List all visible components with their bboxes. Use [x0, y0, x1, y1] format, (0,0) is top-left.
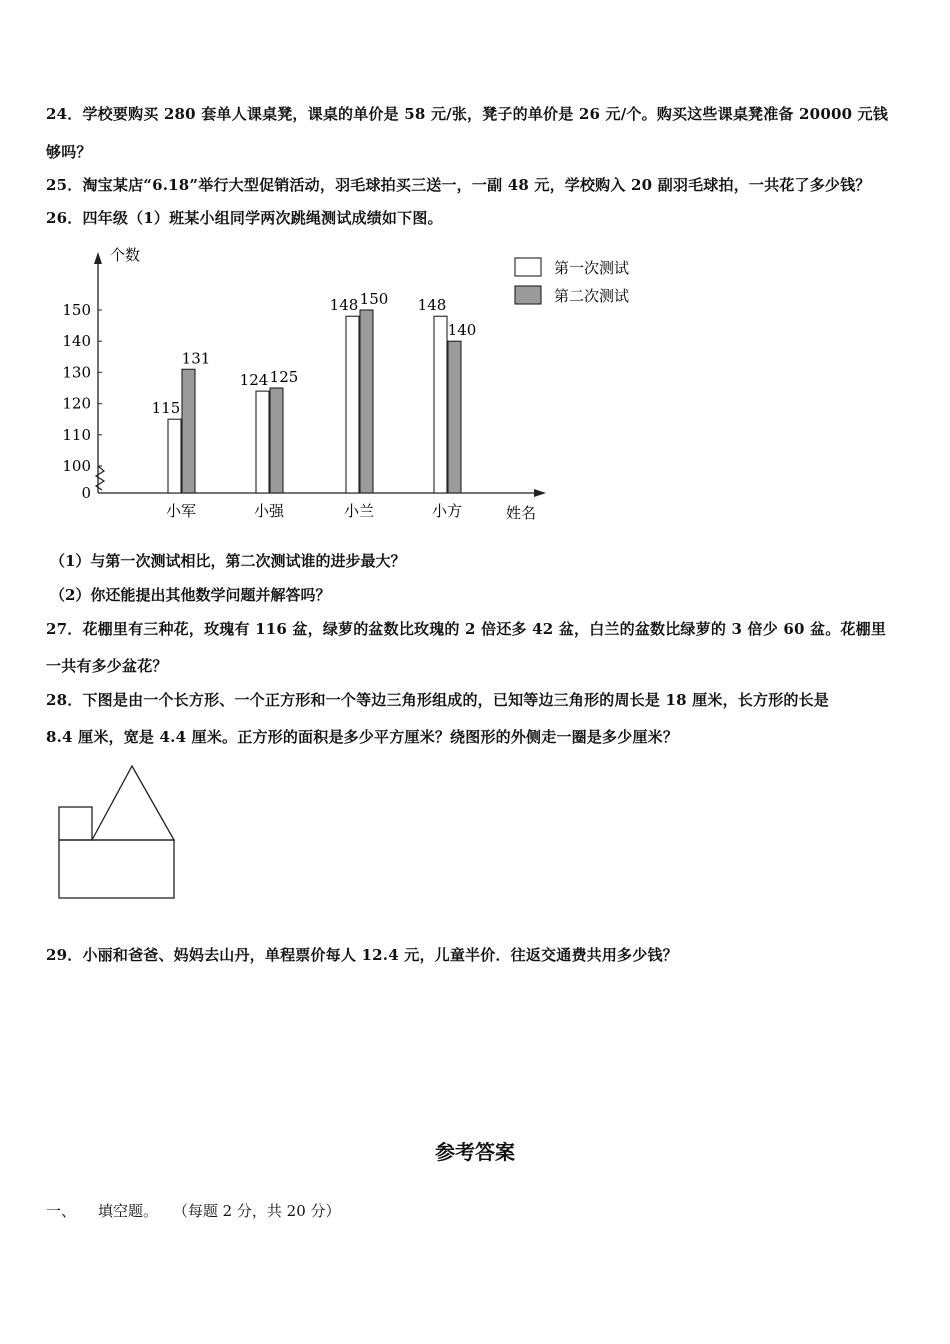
y-tick-label: 150 [62, 301, 91, 319]
bar-first-test [346, 316, 359, 493]
question-27-line-2: 一共有多少盆花？ [46, 657, 168, 675]
legend-label: 第一次测试 [554, 259, 630, 277]
triangle-shape [92, 766, 174, 840]
question-26: 26．四年级（1）班某小组同学两次跳绳测试成绩如下图。 [46, 209, 443, 227]
y-axis-arrow [94, 252, 102, 264]
question-24-line-1: 24．学校要购买 280 套单人课桌凳，课桌的单价是 58 元/张，凳子的单价是 26 元/个。购买这些课桌凳准备 20000 元钱 [46, 105, 889, 123]
section-name: 填空题。 [98, 1202, 159, 1220]
bar-second-test [270, 388, 283, 493]
bar-value-label: 150 [359, 290, 389, 308]
question-25: 25．淘宝某店“6.18”举行大型促销活动，羽毛球拍买三送一，一副 48 元，学校购入 20 副羽毛球拍，一共花了多少钱？ [46, 176, 871, 194]
question-26-sub-1: （1）与第一次测试相比，第二次测试谁的进步最大？ [50, 552, 406, 570]
question-27-line-1: 27．花棚里有三种花，玫瑰有 116 盆，绿萝的盆数比玫瑰的 2 倍还多 42 盆，白兰的盆数比绿萝的 3 倍少 60 盆。花棚里 [46, 620, 887, 638]
x-category-label: 小兰 [343, 502, 375, 520]
y-tick-label: 0 [81, 484, 91, 502]
question-28-line-1: 28．下图是由一个长方形、一个正方形和一个等边三角形组成的，已知等边三角形的周长是 18 厘米，长方形的长是 [46, 691, 829, 709]
bar-value-label: 148 [329, 296, 359, 315]
rectangle-shape [59, 840, 174, 898]
jump-rope-bar-chart [60, 238, 660, 530]
legend-swatch [515, 258, 541, 276]
answer-title: 参考答案 [435, 1140, 515, 1164]
bar-value-label: 115 [151, 399, 181, 418]
question-28-line-2: 8.4 厘米，宽是 4.4 厘米。正方形的面积是多少平方厘米？绕图形的外侧走一圈是多少厘米？ [46, 728, 679, 746]
bar-value-label: 140 [447, 321, 477, 340]
composite-shape-figure [55, 760, 185, 902]
question-29: 29．小丽和爸爸、妈妈去山丹，单程票价每人 12.4 元，儿童半价．往返交通费共用多少钱？ [46, 946, 678, 964]
bar-first-test [434, 316, 447, 493]
bar-value-label: 148 [417, 296, 447, 315]
bar-second-test [448, 341, 461, 493]
y-tick-label: 110 [62, 425, 91, 444]
bar-second-test [182, 369, 195, 493]
question-24-line-2: 够吗？ [46, 143, 92, 161]
x-category-label: 小方 [431, 502, 463, 520]
square-shape [59, 807, 92, 840]
y-tick-label: 120 [62, 394, 91, 413]
legend-label: 第二次测试 [554, 287, 630, 305]
bar-value-label: 124 [239, 371, 269, 390]
bar-value-label: 125 [269, 368, 299, 386]
section-heading [46, 1200, 341, 1221]
bar-second-test [360, 310, 373, 493]
legend-swatch [515, 286, 541, 304]
y-tick-label: 140 [62, 332, 91, 351]
bar-first-test [168, 419, 181, 493]
y-tick-label: 130 [62, 363, 91, 382]
bar-first-test [256, 391, 269, 493]
x-category-label: 小强 [253, 502, 285, 520]
question-26-sub-2: （2）你还能提出其他数学问题并解答吗？ [50, 586, 331, 604]
axis-break-icon [96, 466, 104, 490]
section-label: 一、 [46, 1202, 77, 1220]
y-axis-label: 个数 [110, 246, 141, 264]
section-note: （每题 2 分，共 20 分） [172, 1202, 341, 1220]
y-tick-label: 100 [62, 457, 91, 475]
x-category-label: 小军 [165, 502, 197, 520]
x-axis-label: 姓名 [506, 504, 537, 522]
bar-value-label: 131 [181, 349, 211, 368]
x-axis-arrow [534, 489, 546, 497]
